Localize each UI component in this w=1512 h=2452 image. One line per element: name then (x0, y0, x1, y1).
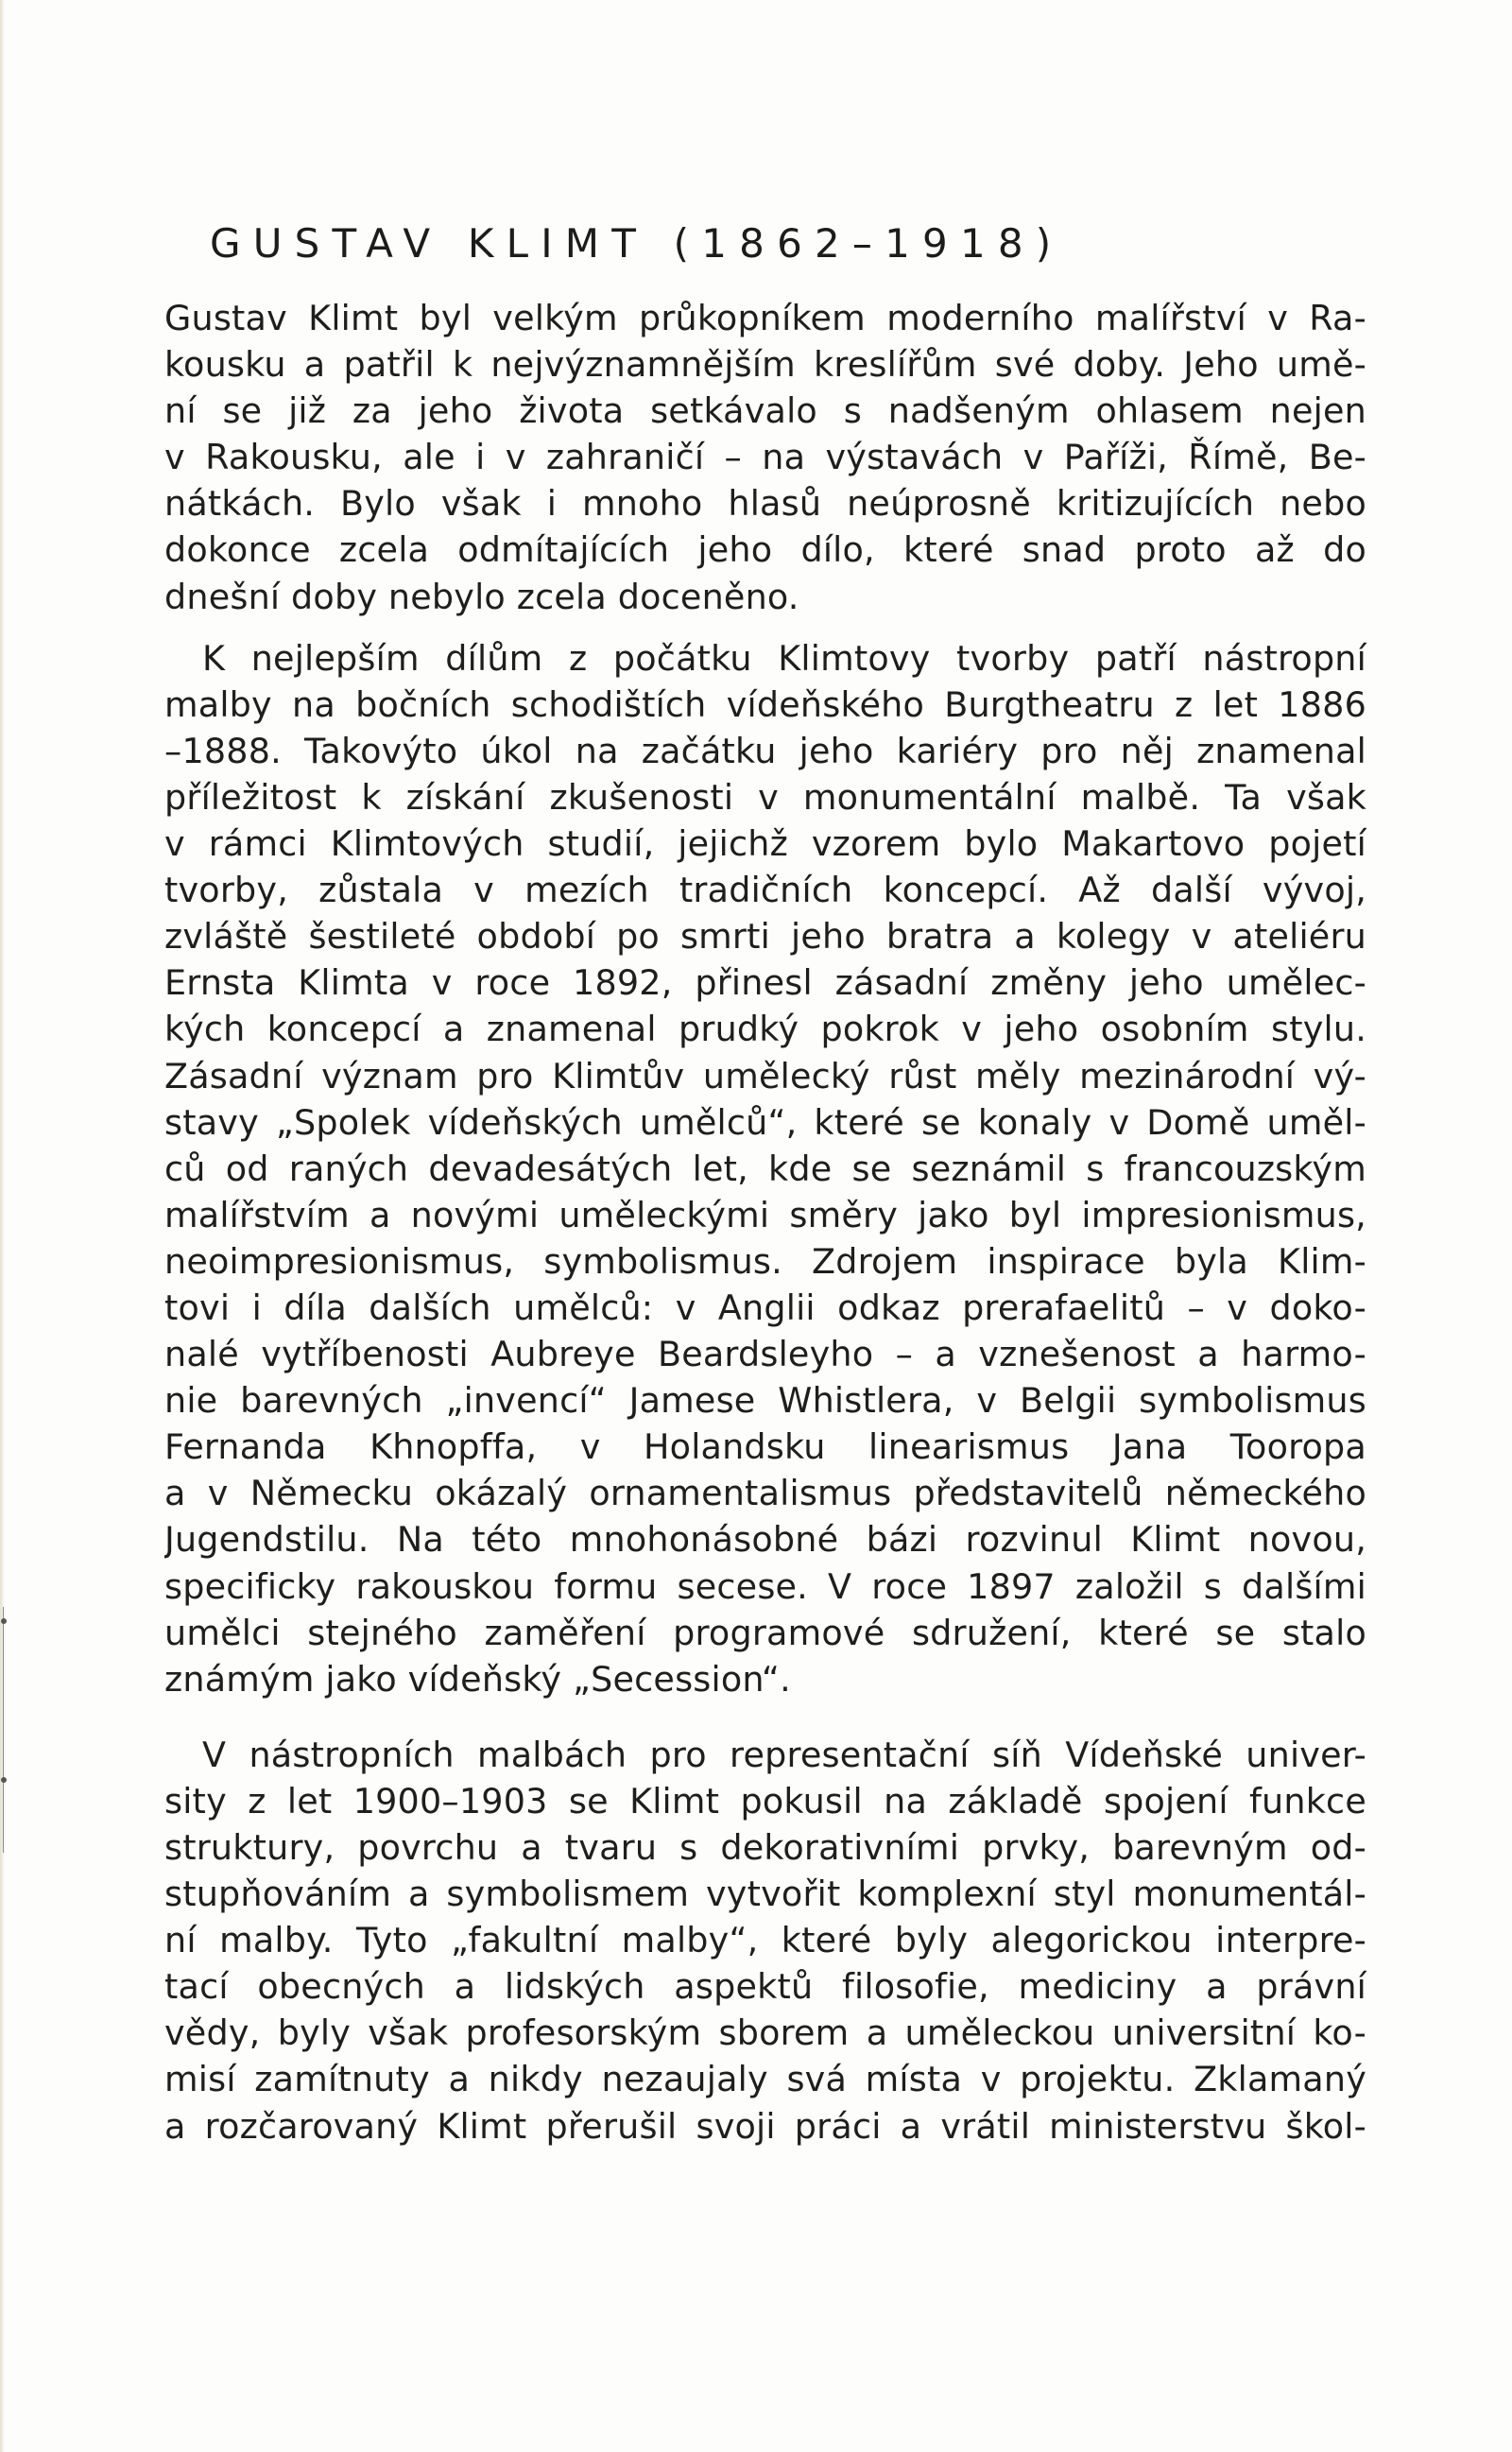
text-line: specificky rakouskou formu secese. V roce 1897 založil s dalšími (164, 1565, 1366, 1607)
text-line: dokonce zcela odmítajících jeho dílo, které snad proto až do (164, 529, 1366, 571)
text-line: stupňováním a symbolismem vytvořit komplexní styl monumentál- (164, 1874, 1366, 1915)
text-line: nie barevných „invencí“ Jamese Whistlera, v Belgii symbolismus (164, 1380, 1366, 1422)
text-line: Fernanda Khnopffa, v Holandsku linearismus Jana Tooropa (164, 1426, 1366, 1468)
page-binding-edge (0, 0, 5, 2452)
text-line: kých koncepcí a znamenal prudký pokrok v jeho osobním stylu. (164, 1009, 1366, 1050)
page-title: GUSTAV KLIMT (1862–1918) (210, 220, 1064, 268)
text-line: Gustav Klimt byl velkým průkopníkem moderního malířství v Ra- (164, 298, 1366, 338)
text-line: Zásadní význam pro Klimtův umělecký růst měly mezinárodní vý- (164, 1055, 1366, 1096)
text-line: Jugendstilu. Na této mnohonásobné bázi rozvinul Klimt novou, (164, 1519, 1366, 1561)
text-line: vědy, byly však profesorským sborem a uměleckou universitní ko- (164, 2012, 1366, 2054)
text-line: tací obecných a lidských aspektů filosofie, mediciny a právní (164, 1966, 1366, 2008)
text-line: dnešní doby nebylo zcela doceněno. (164, 576, 799, 617)
text-line: příležitost k získání zkušenosti v monumentální malbě. Ta však (164, 776, 1366, 818)
text-line: zvláště šestileté období po smrti jeho bratra a kolegy v ateliéru (164, 916, 1366, 958)
text-line: K nejlepším dílům z počátku Klimtovy tvorby patří nástropní (202, 637, 1366, 679)
text-line: malby na bočních schodištích vídeňského Burgtheatru z let 1886 (164, 683, 1366, 725)
scan-edge-dot (1, 1618, 7, 1624)
text-line: V nástropních malbách pro representační síň Vídeňské univer- (202, 1734, 1366, 1775)
text-line: ní malby. Tyto „fakultní malby“, které byly alegorickou interpre- (164, 1920, 1366, 1961)
text-line: struktury, povrchu a tvaru s dekorativními prvky, barevným od- (164, 1827, 1366, 1868)
text-line: a rozčarovaný Klimt přerušil svoji práci a vrátil ministerstvu škol- (164, 2105, 1366, 2147)
text-line: tvorby, zůstala v mezích tradičních koncepcí. Až další vývoj, (164, 870, 1366, 911)
paragraph-1 (164, 295, 1366, 620)
scan-edge-mark (3, 1607, 4, 1853)
text-line: umělci stejného zaměření programové sdružení, které se stalo (164, 1612, 1366, 1653)
text-line: a v Německu okázalý ornamentalismus představitelů německého (164, 1473, 1366, 1514)
text-line: kousku a patřil k nejvýznamnějším kreslířům své doby. Jeho umě- (164, 344, 1366, 386)
text-line: neoimpresionismus, symbolismus. Zdrojem inspirace byla Klim- (164, 1240, 1366, 1282)
text-line: nátkách. Bylo však i mnoho hlasů neúprosně kritizujících nebo (164, 483, 1366, 525)
text-line: ců od raných devadesátých let, kde se seznámil s francouzským (164, 1148, 1366, 1189)
text-line: známým jako vídeňský „Secession“. (164, 1658, 791, 1700)
text-line: nalé vytříbenosti Aubreye Beardsleyho – a vznešenost a harmo- (164, 1334, 1366, 1375)
text-line: v rámci Klimtových studií, jejichž vzorem bylo Makartovo pojetí (164, 823, 1366, 865)
text-line: v Rakousku, ale i v zahraničí – na výstavách v Paříži, Římě, Be- (164, 437, 1366, 478)
text-line: stavy „Spolek vídeňských umělců“, které se konaly v Domě uměl- (164, 1101, 1366, 1143)
article-body (164, 295, 1366, 2150)
text-line: malířstvím a novými uměleckými směry jako byl impresionismus, (164, 1194, 1366, 1235)
text-line: ní se již za jeho života setkávalo s nadšeným ohlasem nejen (164, 390, 1366, 432)
text-line: tovi i díla dalších umělců: v Anglii odkaz prerafaelitů – v doko- (164, 1286, 1366, 1328)
text-line: sity z let 1900–1903 se Klimt pokusil na základě spojení funkce (164, 1780, 1366, 1822)
scan-edge-dot (1, 1777, 7, 1783)
paragraph-3 (164, 1732, 1366, 2150)
text-line: Ernsta Klimta v roce 1892, přinesl zásadní změny jeho umělec- (164, 962, 1366, 1004)
text-line: –1888. Takovýto úkol na začátku jeho kariéry pro něj znamenal (164, 730, 1366, 771)
paragraph-2 (164, 635, 1366, 1702)
text-line: misí zamítnuty a nikdy nezaujaly svá místa v projektu. Zklamaný (164, 2059, 1366, 2100)
